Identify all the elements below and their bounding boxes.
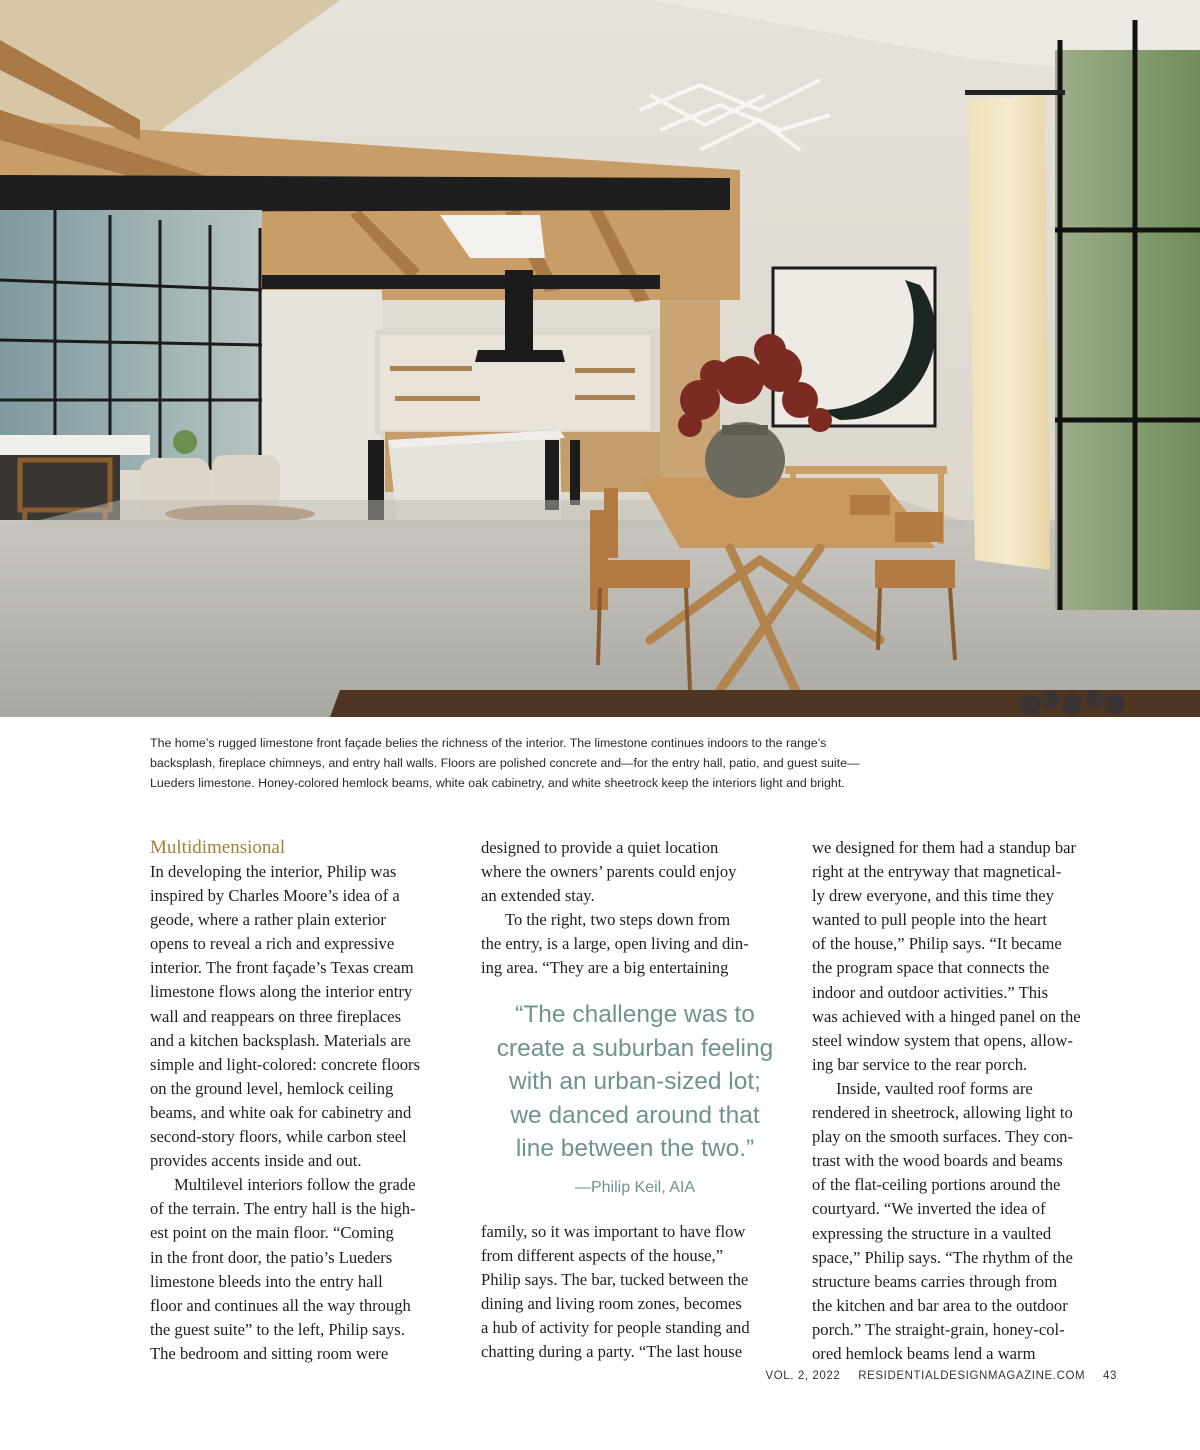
body-line: simple and light-colored: concrete floors <box>150 1054 421 1074</box>
body-line: and a kitchen backsplash. Materials are <box>150 1030 411 1050</box>
caption-line: The home’s rugged limestone front façade belies the richness of the interior. The limestone continues indoors to the range’s <box>150 736 827 750</box>
body-line: porch.” The straight-grain, honey-col- <box>812 1319 1065 1339</box>
photo-caption <box>150 733 930 793</box>
body-line: family, so it was important to have flow <box>481 1222 746 1241</box>
pull-quote-attribution: —Philip Keil, AIA <box>574 1178 696 1196</box>
body-line: beams, and white oak for cabinetry and <box>150 1102 412 1122</box>
body-line: expressing the structure in a vaulted <box>812 1223 1052 1243</box>
body-line: structure beams carries through from <box>812 1271 1058 1291</box>
body-line: est point on the main floor. “Coming <box>150 1223 394 1243</box>
pull-quote-line: create a suburban feeling <box>496 1034 774 1062</box>
body-line: ly drew everyone, and this time they <box>812 886 1054 906</box>
body-line: chatting during a party. “The last house <box>481 1342 743 1362</box>
body-line: the guest suite” to the left, Philip says. <box>150 1319 405 1339</box>
article-column-3 <box>812 836 1120 1366</box>
body-line: dining and living room zones, becomes <box>481 1294 742 1314</box>
body-line: To the right, two steps down from <box>505 910 731 930</box>
body-line: floor and continues all the way through <box>150 1295 411 1315</box>
body-line: Multilevel interiors follow the grade <box>174 1175 416 1195</box>
interior-photo-illustration <box>0 0 1200 717</box>
body-line: limestone flows along the interior entry <box>150 982 413 1002</box>
body-line: play on the smooth surfaces. They con- <box>812 1127 1073 1147</box>
body-line: was achieved with a hinged panel on the <box>812 1006 1081 1026</box>
body-line: of the terrain. The entry hall is the high- <box>150 1199 416 1219</box>
body-line: designed to provide a quiet location <box>481 838 719 857</box>
footer-volume: VOL. 2, 2022 <box>765 1370 841 1382</box>
article-column-2-continued <box>481 1220 789 1365</box>
footer-site: RESIDENTIALDESIGNMAGAZINE.COM <box>858 1370 1086 1382</box>
caption-line: Lueders limestone. Honey-colored hemlock beams, white oak cabinetry, and white sheetrock keep the interiors light and bright. <box>150 776 845 790</box>
body-line: of the flat-ceiling portions around the <box>812 1175 1061 1195</box>
body-line: the program space that connects the <box>812 958 1050 978</box>
body-line: geode, where a rather plain exterior <box>150 910 386 930</box>
body-line: rendered in sheetrock, allowing light to <box>812 1103 1073 1123</box>
body-line: The bedroom and sitting room were <box>150 1343 389 1363</box>
section-subhead: Multidimensional <box>150 837 286 858</box>
body-line: an extended stay. <box>481 886 595 906</box>
body-line: opens to reveal a rich and expressive <box>150 934 395 954</box>
body-line: from different aspects of the house,” <box>481 1246 724 1266</box>
article-column-2 <box>481 836 789 981</box>
body-line: in the front door, the patio’s Lueders <box>150 1247 393 1267</box>
pull-quote <box>481 998 789 1198</box>
body-line: the kitchen and bar area to the outdoor <box>812 1295 1068 1315</box>
pull-quote-line: with an urban-sized lot; <box>509 1068 761 1095</box>
pull-quote-line: we danced around that <box>510 1101 760 1129</box>
page-footer <box>751 1370 1117 1382</box>
body-line: provides accents inside and out. <box>150 1151 362 1171</box>
body-line: interior. The front façade’s Texas cream <box>150 958 414 978</box>
body-line: In developing the interior, Philip was <box>150 862 397 881</box>
body-line: space,” Philip says. “The rhythm of the <box>812 1247 1073 1267</box>
body-line: on the ground level, hemlock ceiling <box>150 1078 394 1098</box>
body-line: the entry, is a large, open living and din- <box>481 934 749 954</box>
body-line: Philip says. The bar, tucked between the <box>481 1270 749 1290</box>
body-line: right at the entryway that magnetical- <box>812 862 1062 882</box>
body-line: limestone bleeds into the entry hall <box>150 1271 383 1291</box>
body-line: ing bar service to the rear porch. <box>812 1054 1028 1074</box>
body-line: second-story floors, while carbon steel <box>150 1127 407 1147</box>
body-line: wanted to pull people into the heart <box>812 910 1048 930</box>
body-line: we designed for them had a standup bar <box>812 838 1077 857</box>
article-column-1 <box>150 836 458 1366</box>
body-line: steel window system that opens, allow- <box>812 1030 1073 1050</box>
body-line: courtyard. “We inverted the idea of <box>812 1199 1046 1219</box>
body-line: wall and reappears on three fireplaces <box>150 1006 402 1026</box>
page-number: 43 <box>1103 1370 1117 1382</box>
body-line: indoor and outdoor activities.” This <box>812 982 1049 1002</box>
body-line: trast with the wood boards and beams <box>812 1151 1063 1171</box>
pull-quote-line: line between the two.” <box>515 1135 755 1162</box>
body-line: where the owners’ parents could enjoy <box>481 862 737 882</box>
body-line: ing area. “They are a big entertaining <box>481 958 729 978</box>
body-line: a hub of activity for people standing and <box>481 1318 750 1338</box>
body-line: Inside, vaulted roof forms are <box>836 1078 1033 1098</box>
pull-quote-line: “The challenge was to <box>515 1001 755 1028</box>
hero-photo <box>0 0 1200 717</box>
body-line: ored hemlock beams lend a warm <box>812 1343 1036 1363</box>
body-line: inspired by Charles Moore’s idea of a <box>150 886 400 906</box>
body-line: of the house,” Philip says. “It became <box>812 934 1062 954</box>
caption-line: backsplash, fireplace chimneys, and entry hall walls. Floors are polished concrete and—for the entry hall, patio, and guest suite— <box>150 756 860 770</box>
